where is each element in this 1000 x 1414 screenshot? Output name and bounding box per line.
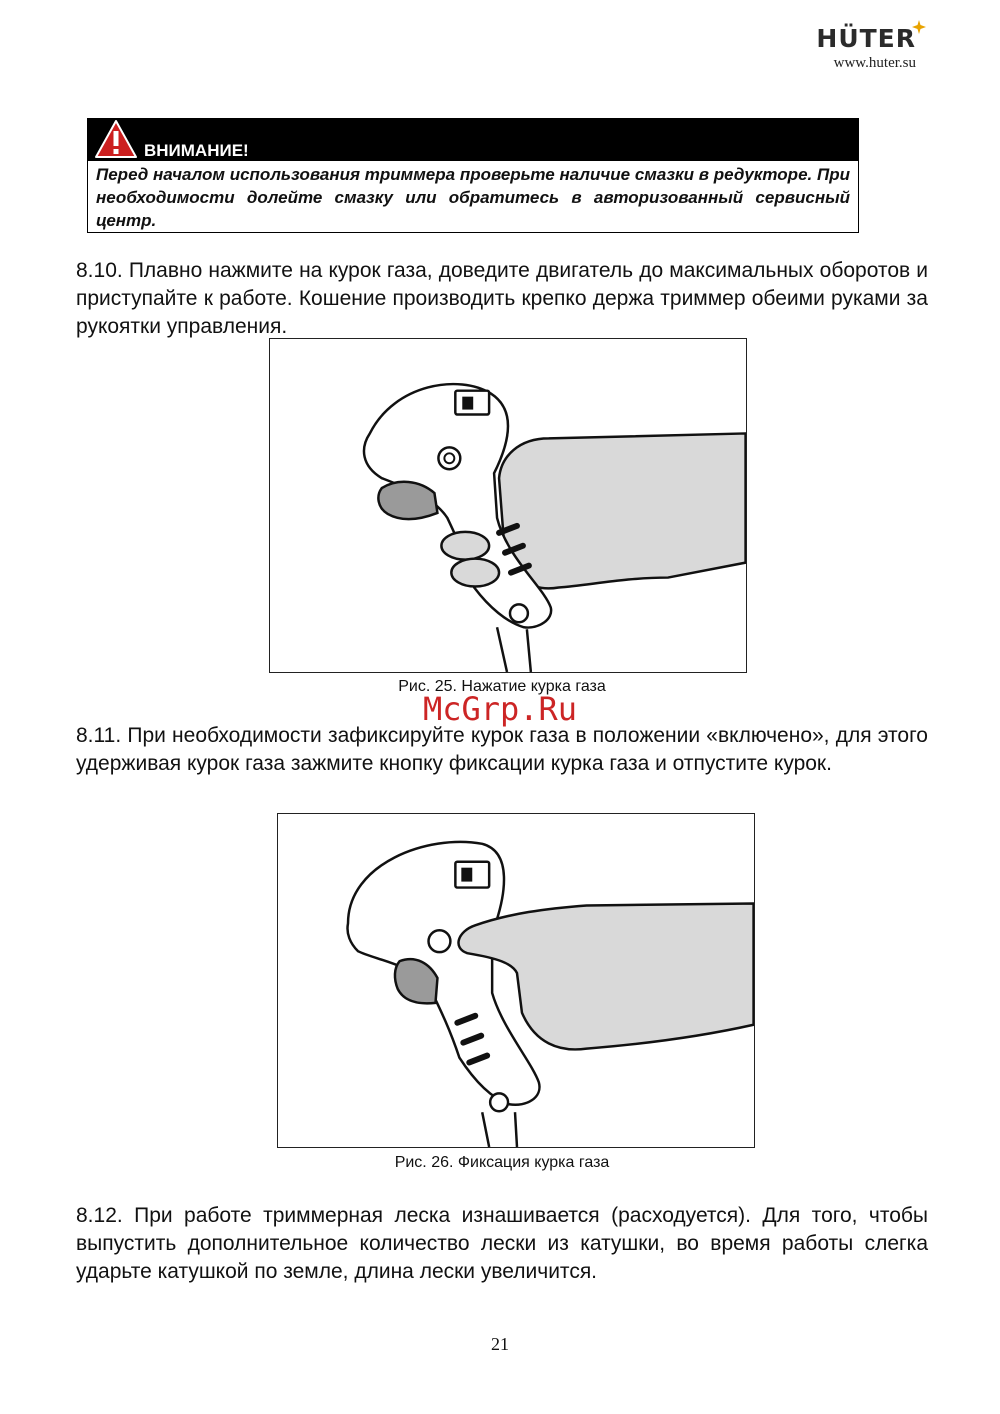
figure-25-caption: Рис. 25. Нажатие курка газа bbox=[398, 678, 606, 695]
handle-press-illustration bbox=[270, 339, 746, 672]
watermark: McGrp.Ru bbox=[422, 690, 578, 728]
logo-spark-icon bbox=[912, 20, 926, 34]
figure-25-trigger-press bbox=[269, 338, 747, 673]
warning-box bbox=[87, 118, 859, 233]
warning-title: ВНИМАНИЕ! bbox=[144, 141, 249, 160]
paragraph-8-10: 8.10. Плавно нажмите на курок газа, доведите двигатель до максимальных оборотов и приступайте к работе. Кошение производить крепко держа триммер обеими руками за рукоятки управления. bbox=[76, 259, 928, 338]
brand-logo bbox=[816, 26, 916, 72]
warning-header bbox=[88, 119, 858, 161]
figure-26-trigger-lock bbox=[277, 813, 755, 1148]
warning-text: Перед началом использования триммера проверьте наличие смазки в редукторе. При необходимости долейте смазку или обратитесь в авторизованный сервисный центр. bbox=[96, 165, 850, 230]
warning-triangle-icon bbox=[94, 119, 138, 159]
figure-26-caption: Рис. 26. Фиксация курка газа bbox=[394, 1154, 610, 1171]
brand-name: HÜTER bbox=[816, 24, 916, 53]
website-url: www.huter.su bbox=[833, 55, 916, 71]
paragraph-8-12: 8.12. При работе триммерная леска изнашивается (расходуется). Для того, чтобы выпустить дополнительное количество лески из катушки, во время работы слегка ударьте катушкой по земле, длина лески увеличится. bbox=[76, 1204, 928, 1283]
page-number: 21 bbox=[491, 1334, 509, 1354]
paragraph-8-11: 8.11. При необходимости зафиксируйте курок газа в положении «включено», для этого удерживая курок газа зажмите кнопку фиксации курка газа и отпустите курок. bbox=[76, 724, 928, 775]
handle-lock-illustration bbox=[278, 814, 754, 1147]
